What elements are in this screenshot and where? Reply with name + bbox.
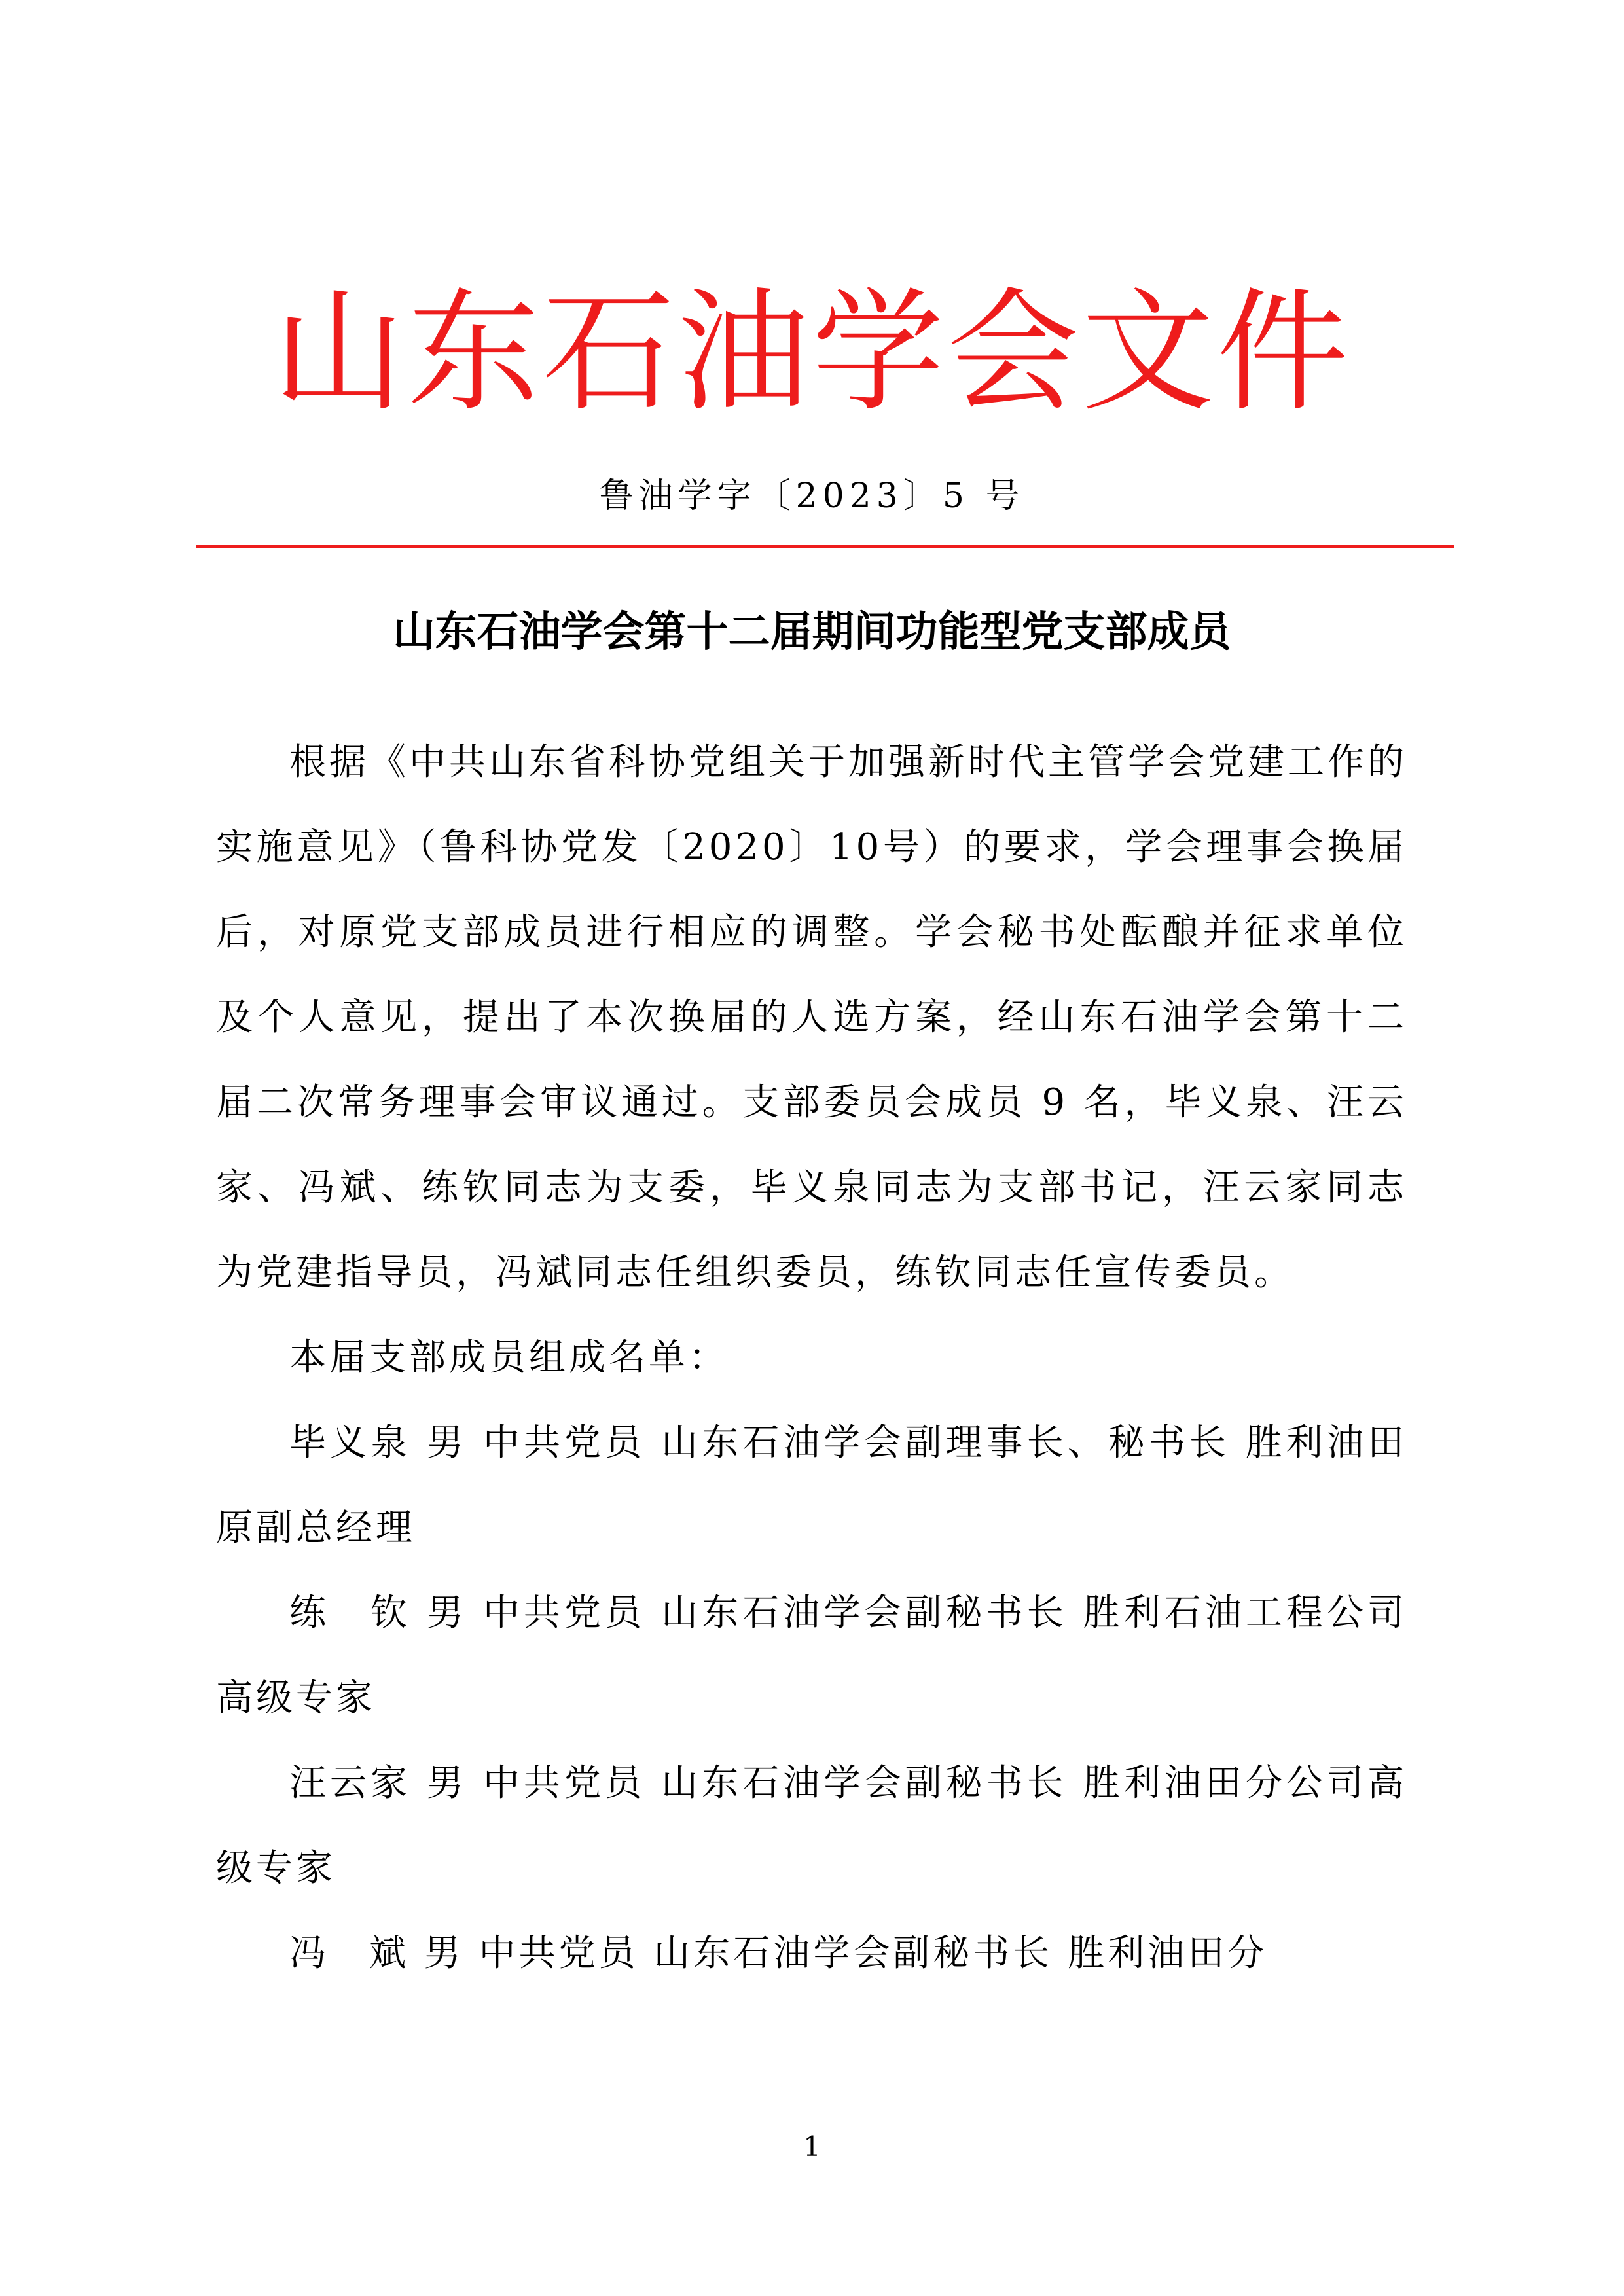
document-number: 鲁油学字〔2023〕5 号 [599, 476, 1025, 516]
page-number: 1 [803, 2130, 821, 2162]
member-entry: 毕义泉 男 中共党员 山东石油学会副理事长、秘书长 胜利油田原副总经理 [216, 1422, 1408, 1549]
intro-paragraph: 根据《中共山东省科协党组关于加强新时代主管学会党建工作的实施意见》（鲁科协党发〔2020〕10号）的要求，学会理事会换届后，对原党支部成员进行相应的调整。学会秘书处酝酿并征求单位及个人意见，提出了本次换届的人选方案，经山东石油学会第十二届二次常务理事会审议通过。支部委员会成员 9 名，毕义泉、汪云家、冯斌、练钦同志为支委，毕义泉同志为支部书记，汪云家同志为党建指导员，冯斌同志任组织委员，练钦同志任宣传委员。 [216, 741, 1407, 1294]
document-masthead: 山东石油学会文件 [272, 275, 1352, 429]
member-list-heading: 本届支部成员组成名单： [289, 1336, 729, 1379]
member-entry: 冯 斌 男 中共党员 山东石油学会副秘书长 胜利油田分 [289, 1932, 1268, 1975]
member-entry: 汪云家 男 中共党员 山东石油学会副秘书长 胜利油田分公司高级专家 [216, 1762, 1408, 1890]
red-divider-line [196, 545, 1454, 548]
document-body [216, 720, 1407, 1996]
member-entry: 练 钦 男 中共党员 山东石油学会副秘书长 胜利石油工程公司高级专家 [216, 1592, 1408, 1719]
document-title: 山东石油学会第十二届期间功能型党支部成员 [393, 607, 1231, 656]
